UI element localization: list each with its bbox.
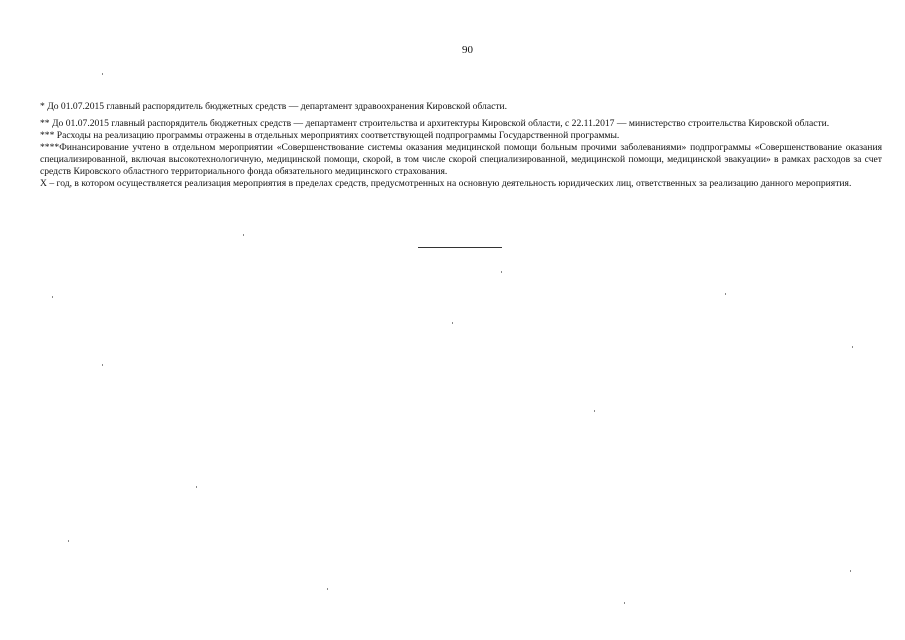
footnote-1: * До 01.07.2015 главный распорядитель бюджетных средств — департамент здравоохранения Кировской области. bbox=[40, 101, 508, 112]
scan-speck bbox=[452, 322, 453, 324]
scan-speck bbox=[196, 486, 197, 488]
footnote-2: ** До 01.07.2015 главный распорядитель бюджетных средств — департамент строительства и архитектуры Кировской области, с 22.11.2017 — министерство строительства Кировской области. bbox=[40, 118, 830, 129]
end-rule bbox=[418, 247, 502, 248]
footnotes-block bbox=[40, 101, 882, 190]
scan-speck bbox=[102, 364, 103, 366]
footnote-5: Х – год, в котором осуществляется реализация мероприятия в пределах средств, предусмотренных на основную деятельность юридических лиц, ответственных за реализацию данного мероприятия. bbox=[40, 178, 852, 189]
page-number: 90 bbox=[462, 44, 473, 56]
scan-speck bbox=[102, 73, 103, 75]
scan-speck bbox=[624, 602, 625, 604]
scan-speck bbox=[594, 410, 595, 412]
scan-speck bbox=[501, 271, 502, 273]
scan-speck bbox=[850, 570, 851, 572]
scan-speck bbox=[725, 293, 726, 295]
scan-speck bbox=[52, 296, 53, 298]
footnote-4: ****Финансирование учтено в отдельном мероприятии «Совершенствование системы оказания медицинской помощи больным прочими заболеваниями» подпрограммы «Совершенствование оказания специализированной, включая высокотехнологичную, медицинской помощи, скорой, в том числе скорой специализированной, медицинской помощи, медицинской эвакуации» в рамках расходов за счет средств Кировского областного территориального фонда обязательного медицинского страхования. bbox=[40, 142, 882, 177]
footnote-3: *** Расходы на реализацию программы отражены в отдельных мероприятиях соответствующей подпрограммы Государственной программы. bbox=[40, 130, 620, 141]
scan-speck bbox=[243, 234, 244, 236]
scan-speck bbox=[327, 588, 328, 590]
scan-speck bbox=[852, 346, 853, 348]
scan-speck bbox=[68, 540, 69, 542]
